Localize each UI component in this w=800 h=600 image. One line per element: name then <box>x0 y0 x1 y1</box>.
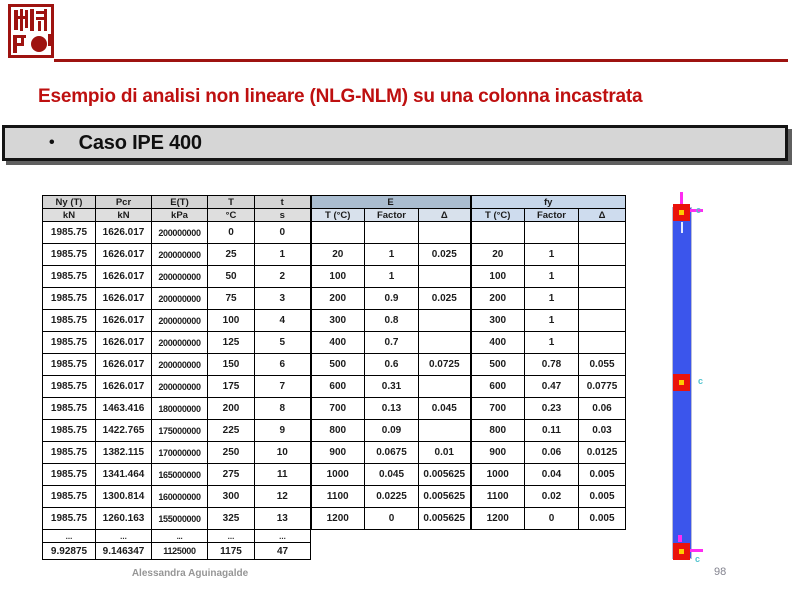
table-cell: 0.13 <box>365 398 419 420</box>
table-row <box>43 398 626 420</box>
sub-header-e-delta: Δ <box>419 209 471 222</box>
table-cell: 0.0225 <box>365 486 419 508</box>
unit-header: s <box>255 209 311 222</box>
table-cell: 700 <box>311 398 365 420</box>
table-cell: 0.47 <box>525 376 579 398</box>
table-cell: 600 <box>471 376 525 398</box>
table-cell: 1100 <box>311 486 365 508</box>
table-cell <box>471 222 525 244</box>
table-cell: 1000 <box>311 464 365 486</box>
table-cell: 0.0775 <box>579 376 626 398</box>
node-dot-icon <box>679 210 684 215</box>
table-cell: 1626.017 <box>96 244 152 266</box>
slide-title: Esempio di analisi non lineare (NLG-NLM) su una colonna incastrata <box>38 86 643 107</box>
table-cell: 1 <box>365 266 419 288</box>
table-cell: 0.01 <box>419 442 471 464</box>
table-cell: 0.055 <box>579 354 626 376</box>
axis-line <box>681 222 683 233</box>
table-cell: 165000000 <box>152 464 208 486</box>
table-cell <box>579 543 626 560</box>
table-cell: 175000000 <box>152 420 208 442</box>
table-cell: 800 <box>311 420 365 442</box>
table-cell: 47 <box>255 543 311 560</box>
table-cell: 3 <box>255 288 311 310</box>
table-cell: 1985.75 <box>43 244 96 266</box>
table-cell: 500 <box>311 354 365 376</box>
table-cell: 300 <box>311 310 365 332</box>
table-cell: 0.0675 <box>365 442 419 464</box>
support-node-middle <box>673 374 690 391</box>
table-cell: 50 <box>208 266 255 288</box>
sub-header-fy-delta: Δ <box>579 209 626 222</box>
table-cell: 1 <box>525 266 579 288</box>
table-cell: 400 <box>471 332 525 354</box>
table-row <box>43 310 626 332</box>
unit-header: kN <box>96 209 152 222</box>
table-cell: 0 <box>365 508 419 530</box>
table-cell: 900 <box>311 442 365 464</box>
table-cell <box>579 288 626 310</box>
col-header-time: t <box>255 196 311 209</box>
table-cell: 155000000 <box>152 508 208 530</box>
table-cell: 800 <box>471 420 525 442</box>
table-cell: 1382.115 <box>96 442 152 464</box>
table-cell: ... <box>96 530 152 543</box>
table-cell: 175 <box>208 376 255 398</box>
unit-header: °C <box>208 209 255 222</box>
page-number: 98 <box>714 566 727 578</box>
table-cell: 1985.75 <box>43 442 96 464</box>
group-header-fy: fy <box>471 196 626 209</box>
table-cell: 8 <box>255 398 311 420</box>
table-cell: 100 <box>208 310 255 332</box>
table-cell <box>471 543 525 560</box>
table-cell: 275 <box>208 464 255 486</box>
table-cell: ... <box>43 530 96 543</box>
base-arrow-tick-icon <box>678 535 682 542</box>
table-cell: 180000000 <box>152 398 208 420</box>
header-rule <box>54 59 788 62</box>
table-cell: 0.02 <box>525 486 579 508</box>
table-cell: 20 <box>311 244 365 266</box>
table-cell: 1985.75 <box>43 376 96 398</box>
col-header-et: E(T) <box>152 196 208 209</box>
case-label: Caso IPE 400 <box>78 131 202 154</box>
table-cell: 170000000 <box>152 442 208 464</box>
node-label-top: c <box>696 205 702 215</box>
table-cell: 10 <box>255 442 311 464</box>
table-cell: 1341.464 <box>96 464 152 486</box>
table-cell: 200000000 <box>152 244 208 266</box>
table-cell <box>365 222 419 244</box>
table-cell <box>525 222 579 244</box>
table-cell: 0.06 <box>525 442 579 464</box>
table-cell: 1626.017 <box>96 222 152 244</box>
group-header-e: E <box>311 196 471 209</box>
table-cell: 1626.017 <box>96 266 152 288</box>
table-cell: 1 <box>525 244 579 266</box>
table-cell: 200000000 <box>152 288 208 310</box>
table-cell: 0.045 <box>419 398 471 420</box>
table-cell <box>525 543 579 560</box>
table-cell: 9.92875 <box>43 543 96 560</box>
table-cell <box>311 543 365 560</box>
table-row <box>43 354 626 376</box>
data-table <box>42 195 626 560</box>
table-cell <box>419 310 471 332</box>
table-cell <box>365 543 419 560</box>
footer-author: Alessandra Aguinagalde <box>131 568 249 579</box>
table-cell: 1985.75 <box>43 464 96 486</box>
table-cell: 0.11 <box>525 420 579 442</box>
table-cell: 0.04 <box>525 464 579 486</box>
table-cell <box>419 376 471 398</box>
table-cell: 0.0725 <box>419 354 471 376</box>
table-cell: 0.9 <box>365 288 419 310</box>
table-row <box>43 266 626 288</box>
table-row <box>43 288 626 310</box>
table-cell: 0.7 <box>365 332 419 354</box>
table-cell: 1260.163 <box>96 508 152 530</box>
table-cell: 0.78 <box>525 354 579 376</box>
table-cell: 1985.75 <box>43 354 96 376</box>
table-cell: 100 <box>311 266 365 288</box>
sub-header-e-t: T (°C) <box>311 209 365 222</box>
table-cell: 0.09 <box>365 420 419 442</box>
table-cell: 100 <box>471 266 525 288</box>
table-cell: 1985.75 <box>43 332 96 354</box>
table-row <box>43 244 626 266</box>
table-cell: 1 <box>525 288 579 310</box>
table-cell: 13 <box>255 508 311 530</box>
table-cell: 1422.765 <box>96 420 152 442</box>
bullet-marker: • <box>49 134 55 151</box>
table-row <box>43 464 626 486</box>
table-cell: 1100 <box>471 486 525 508</box>
table-cell: 1985.75 <box>43 508 96 530</box>
unit-header: kPa <box>152 209 208 222</box>
sub-header-e-factor: Factor <box>365 209 419 222</box>
table-cell: 200000000 <box>152 310 208 332</box>
table-cell: 500 <box>471 354 525 376</box>
table-cell: 1985.75 <box>43 486 96 508</box>
table-cell: 0.8 <box>365 310 419 332</box>
table-cell: 1626.017 <box>96 288 152 310</box>
table-cell: 1626.017 <box>96 332 152 354</box>
table-cell <box>579 530 626 543</box>
table-cell <box>419 420 471 442</box>
table-cell: ... <box>152 530 208 543</box>
col-header-pcr: Pcr <box>96 196 152 209</box>
table-cell: 0.005 <box>579 464 626 486</box>
table-cell: 0.0125 <box>579 442 626 464</box>
table-cell: 250 <box>208 442 255 464</box>
table-cell: 0.025 <box>419 244 471 266</box>
table-cell: 12 <box>255 486 311 508</box>
table-cell: 160000000 <box>152 486 208 508</box>
table-cell: 0.045 <box>365 464 419 486</box>
table-cell: 0.005625 <box>419 464 471 486</box>
table-cell <box>579 266 626 288</box>
table-cell: 1 <box>525 332 579 354</box>
table-cell: 0 <box>525 508 579 530</box>
table-cell: 0.005625 <box>419 508 471 530</box>
table-cell: 400 <box>311 332 365 354</box>
table-cell: 1300.814 <box>96 486 152 508</box>
table-cell: 0.03 <box>579 420 626 442</box>
table-cell <box>311 222 365 244</box>
node-dot-icon <box>679 380 684 385</box>
table-cell: 200000000 <box>152 266 208 288</box>
table-cell: 1626.017 <box>96 354 152 376</box>
table-cell: 225 <box>208 420 255 442</box>
table-row <box>43 442 626 464</box>
table-cell: 200000000 <box>152 222 208 244</box>
table-cell: 0.06 <box>579 398 626 420</box>
table-cell: 1000 <box>471 464 525 486</box>
table-cell: ... <box>255 530 311 543</box>
table-cell: 9.146347 <box>96 543 152 560</box>
table-cell: 1463.416 <box>96 398 152 420</box>
table-cell <box>525 530 579 543</box>
table-cell <box>419 543 471 560</box>
table-cell: 1626.017 <box>96 310 152 332</box>
table-cell: 1985.75 <box>43 266 96 288</box>
table-cell: 4 <box>255 310 311 332</box>
table-cell: 0.23 <box>525 398 579 420</box>
table-cell: 0.025 <box>419 288 471 310</box>
base-arrow-horizontal-icon <box>690 549 703 552</box>
table-cell <box>579 332 626 354</box>
table-row <box>43 508 626 530</box>
table-cell: 200 <box>471 288 525 310</box>
table-cell: 1626.017 <box>96 376 152 398</box>
table-cell: 11 <box>255 464 311 486</box>
table-cell: 200000000 <box>152 332 208 354</box>
table-cell: 125 <box>208 332 255 354</box>
table-cell: 0.005 <box>579 508 626 530</box>
table-cell: 300 <box>208 486 255 508</box>
table-cell: 1125000 <box>152 543 208 560</box>
sub-header-fy-factor: Factor <box>525 209 579 222</box>
table-cell: 1200 <box>471 508 525 530</box>
table-cell: 0.31 <box>365 376 419 398</box>
node-dot-icon <box>679 549 684 554</box>
table-cell: 200000000 <box>152 354 208 376</box>
table-cell: 5 <box>255 332 311 354</box>
table-cell <box>579 310 626 332</box>
table-cell: 0.005625 <box>419 486 471 508</box>
unit-header: kN <box>43 209 96 222</box>
table-cell: ... <box>208 530 255 543</box>
table-header-groups <box>43 196 626 209</box>
col-header-ny: Ny (T) <box>43 196 96 209</box>
table-cell: 2 <box>255 266 311 288</box>
node-label-bottom: c <box>695 554 701 564</box>
table-cell: 1985.75 <box>43 288 96 310</box>
table-row <box>43 332 626 354</box>
table-cell: 1 <box>365 244 419 266</box>
table-cell: 1175 <box>208 543 255 560</box>
table-cell: 0.6 <box>365 354 419 376</box>
table-cell: 1985.75 <box>43 398 96 420</box>
table-cell: 1 <box>255 244 311 266</box>
table-cell: 1985.75 <box>43 420 96 442</box>
table-cell: 20 <box>471 244 525 266</box>
table-cell: 300 <box>471 310 525 332</box>
node-label-middle: c <box>698 376 704 386</box>
table-row <box>43 222 626 244</box>
table-row <box>43 486 626 508</box>
table-cell <box>471 530 525 543</box>
table-header-units <box>43 209 626 222</box>
table-cell: 900 <box>471 442 525 464</box>
table-cell: 150 <box>208 354 255 376</box>
case-box <box>2 125 788 161</box>
table-cell: 7 <box>255 376 311 398</box>
table-cell: 200 <box>311 288 365 310</box>
table-cell <box>419 332 471 354</box>
table-cell <box>419 266 471 288</box>
table-cell: 1200 <box>311 508 365 530</box>
support-node-bottom <box>673 543 690 560</box>
table-cell <box>579 222 626 244</box>
table-row <box>43 376 626 398</box>
table-cell: 0 <box>255 222 311 244</box>
table-cell: 25 <box>208 244 255 266</box>
table-cell: 75 <box>208 288 255 310</box>
table-cell: 1985.75 <box>43 222 96 244</box>
table-cell <box>311 530 365 543</box>
sub-header-fy-t: T (°C) <box>471 209 525 222</box>
table-cell: 1 <box>525 310 579 332</box>
col-header-t: T <box>208 196 255 209</box>
table-cell: 0.005 <box>579 486 626 508</box>
seal-logo <box>8 4 54 58</box>
table-cell: 200 <box>208 398 255 420</box>
table-cell: 200000000 <box>152 376 208 398</box>
table-cell <box>419 222 471 244</box>
table-cell: 1985.75 <box>43 310 96 332</box>
table-cell: 9 <box>255 420 311 442</box>
table-row <box>43 543 626 560</box>
table-cell <box>579 244 626 266</box>
table-cell <box>419 530 471 543</box>
table-cell: 700 <box>471 398 525 420</box>
table-cell: 6 <box>255 354 311 376</box>
table-row <box>43 420 626 442</box>
table-body <box>43 222 626 560</box>
table-cell: 325 <box>208 508 255 530</box>
table-cell: 0 <box>208 222 255 244</box>
table-cell <box>365 530 419 543</box>
support-node-top <box>673 204 690 221</box>
table-cell: 600 <box>311 376 365 398</box>
table-row <box>43 530 626 543</box>
